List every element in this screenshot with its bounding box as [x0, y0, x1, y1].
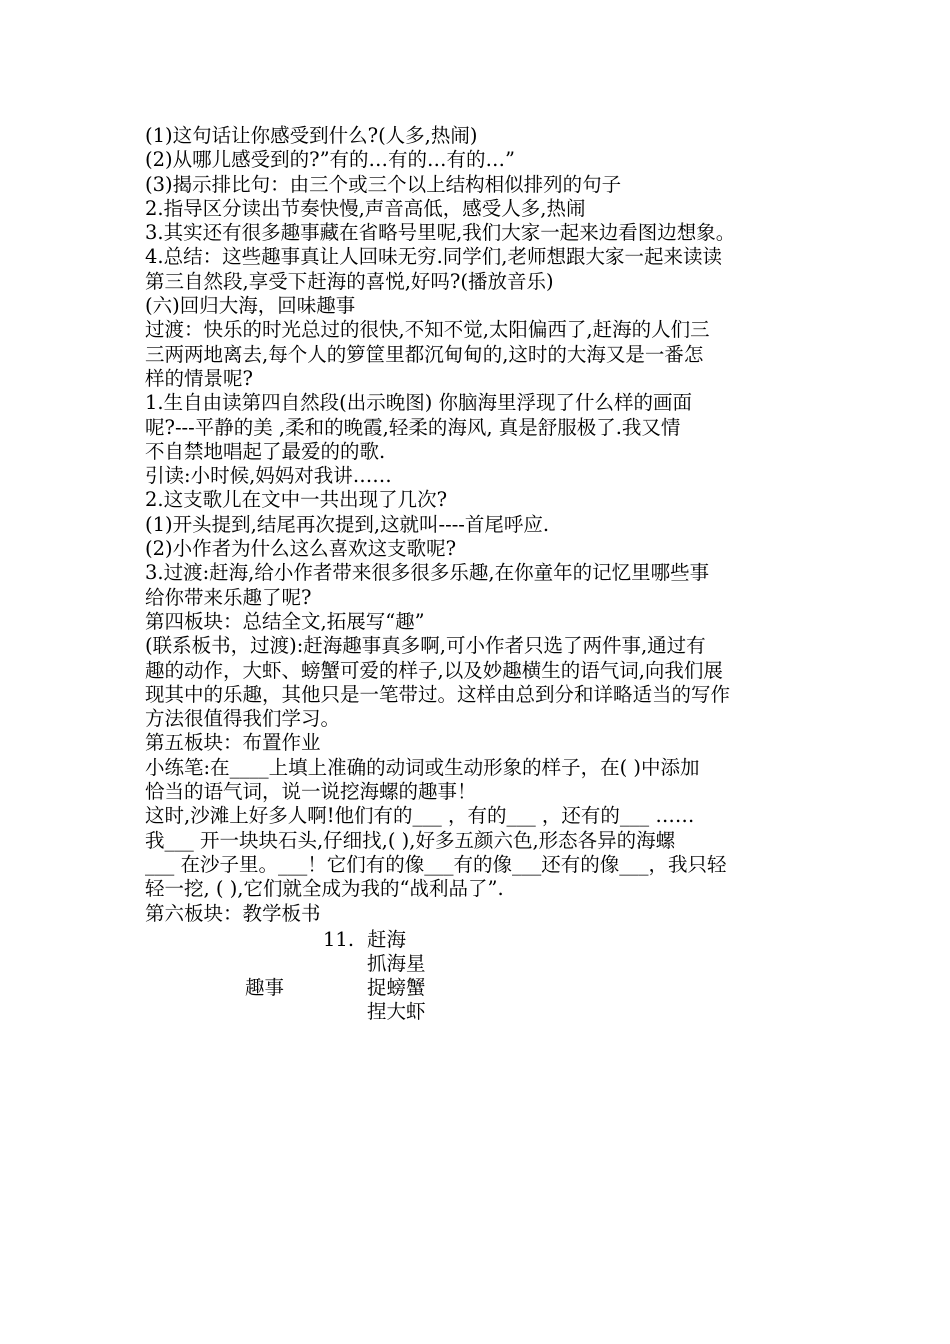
- board-item-1: 抓海星: [367, 951, 426, 975]
- text-line: ___ 在沙子里。___！它们有的像___有的像___还有的像___，我只轻: [145, 852, 727, 876]
- text-line: (1)这句话让你感受到什么?(人多,热闹): [145, 124, 478, 147]
- text-line: (联系板书，过渡):赶海趣事真多啊,可小作者只选了两件事,通过有: [145, 634, 706, 658]
- text-line: (六)回归大海，回味趣事: [145, 294, 356, 318]
- text-line: 2.这支歌儿在文中一共出现了几次?: [145, 488, 448, 512]
- text-line: 轻一挖, ( ),它们就全成为我的“战利品了”.: [145, 877, 504, 901]
- text-line: 第三自然段,享受下赶海的喜悦,好吗?(播放音乐): [145, 269, 554, 293]
- text-line: 不自禁地唱起了最爱的的歌.: [145, 439, 386, 463]
- board-item-3: 捏大虾: [367, 999, 426, 1023]
- text-line: (2)小作者为什么这么喜欢这支歌呢?: [145, 537, 457, 561]
- text-line: 3.过渡:赶海,给小作者带来很多很多乐趣,在你童年的记忆里哪些事: [145, 561, 710, 585]
- blackboard-layout: [145, 926, 815, 1026]
- text-line: 第五板块：布置作业: [145, 731, 321, 755]
- text-line: 方法很值得我们学习。: [145, 707, 341, 731]
- text-line: 我___ 开一块块石头,仔细找,( ),好多五颜六色,形态各异的海螺: [145, 828, 676, 852]
- text-line: 现其中的乐趣，其他只是一笔带过。这样由总到分和详略适当的写作: [145, 682, 731, 706]
- text-line: 第四板块：总结全文,拓展写“趣”: [145, 609, 425, 633]
- text-line: 恰当的语气词，说一说挖海螺的趣事！: [145, 780, 477, 804]
- text-line: 1.生自由读第四自然段(出示晚图) 你脑海里浮现了什么样的画面: [145, 391, 693, 415]
- board-number: 11.: [323, 927, 355, 951]
- board-topic: 趣事: [245, 975, 285, 999]
- text-line: (2)从哪儿感受到的?”有的…有的…有的…”: [145, 148, 516, 172]
- text-line: 4.总结：这些趣事真让人回味无穷.同学们,老师想跟大家一起来读读: [145, 245, 723, 269]
- text-line: 2.指导区分读出节奏快慢,声音高低，感受人多,热闹: [145, 196, 586, 220]
- text-line: 小练笔:在____上填上准确的动词或生动形象的样子，在( )中添加: [145, 755, 700, 779]
- text-line: (1)开头提到,结尾再次提到,这就叫----首尾呼应.: [145, 512, 550, 536]
- board-item-2: 捉螃蟹: [367, 975, 426, 999]
- text-line: 呢?---平静的美 ,柔和的晚霞,轻柔的海风, 真是舒服极了.我又情: [145, 415, 681, 439]
- text-line: 三两两地离去,每个人的箩筐里都沉甸甸的,这时的大海又是一番怎: [145, 342, 704, 366]
- lesson-text: [145, 124, 815, 926]
- text-line: (3)揭示排比句：由三个或三个以上结构相似排列的句子: [145, 172, 622, 196]
- text-line: 第六板块：教学板书: [145, 901, 321, 925]
- document-page: [145, 124, 815, 1026]
- text-line: 这时,沙滩上好多人啊!他们有的___ ，有的___ ，还有的___ ……: [145, 804, 695, 828]
- text-line: 趣的动作，大虾、螃蟹可爱的样子,以及妙趣横生的语气词,向我们展: [145, 658, 723, 682]
- text-line: 引读:小时候,妈妈对我讲……: [145, 464, 392, 488]
- board-title: 赶海: [367, 927, 407, 951]
- text-line: 3.其实还有很多趣事藏在省略号里呢,我们大家一起来边看图边想象。: [145, 221, 736, 245]
- text-line: 过渡：快乐的时光总过的很快,不知不觉,太阳偏西了,赶海的人们三: [145, 318, 710, 342]
- text-line: 给你带来乐趣了呢?: [145, 585, 312, 609]
- text-line: 样的情景呢?: [145, 366, 253, 390]
